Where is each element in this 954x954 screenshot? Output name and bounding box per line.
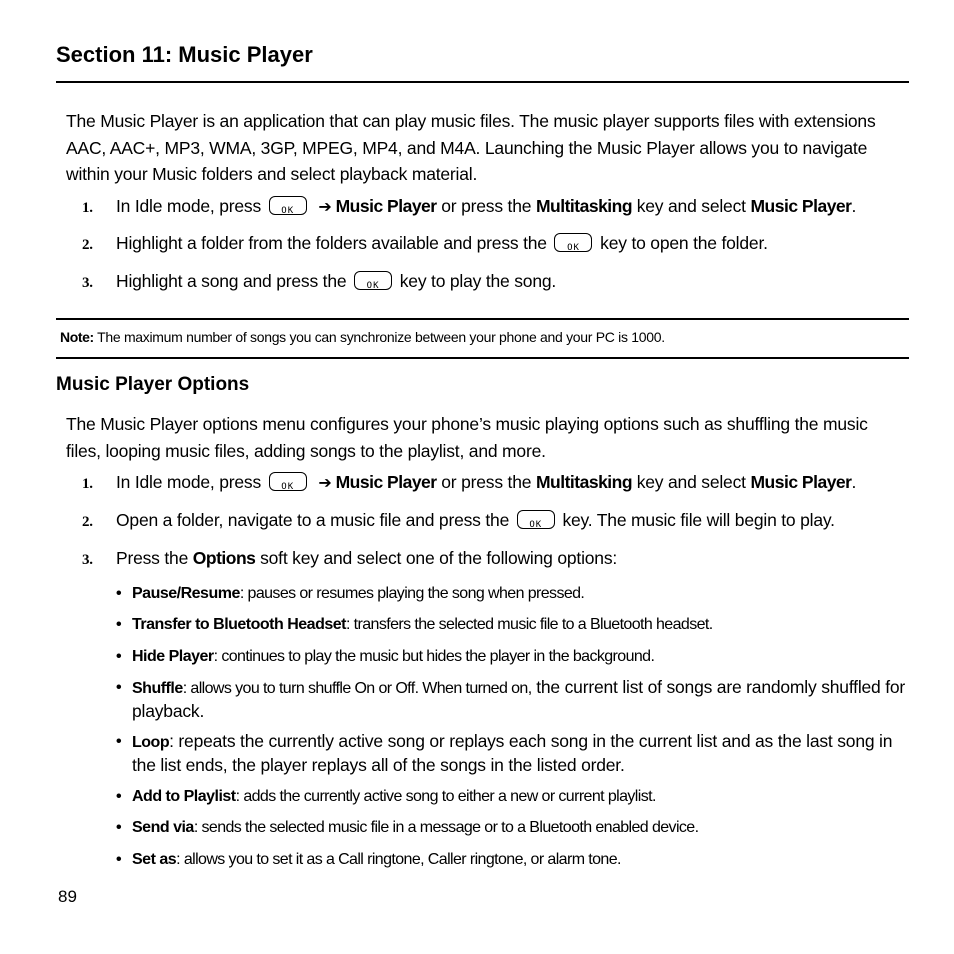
step-number: 3. bbox=[82, 275, 93, 291]
options-intro-paragraph: The Music Player options menu configures your phone’s music playing options such as shuffling the music files, looping music files, adding songs to the playlist, and more. bbox=[66, 414, 868, 461]
bullet-icon: • bbox=[116, 679, 122, 696]
note-text: Note: The maximum number of songs you can synchronize between your phone and your PC is 1000. bbox=[60, 329, 665, 345]
bullet-icon: • bbox=[116, 819, 122, 836]
ok-key-icon: OK bbox=[269, 472, 307, 491]
option-item: • Send via: sends the selected music file in a message or to a Bluetooth enabled device. bbox=[116, 816, 906, 839]
bullet-icon: • bbox=[116, 788, 122, 805]
step-number: 3. bbox=[82, 552, 93, 568]
step-b-2: 2. Open a folder, navigate to a music file and press the OK key. The music file will begin to play. bbox=[82, 508, 912, 534]
step-b-3: 3. Press the Options soft key and select one of the following options: bbox=[82, 546, 912, 572]
title-rule bbox=[56, 81, 909, 83]
ok-key-icon: OK bbox=[354, 271, 392, 290]
step-number: 2. bbox=[82, 237, 93, 253]
step-a-2: 2. Highlight a folder from the folders available and press the OK key to open the folder. bbox=[82, 231, 912, 257]
option-item: • Shuffle: allows you to turn shuffle On or Off. When turned on, the current list of songs are randomly shuffled for playback. bbox=[116, 677, 906, 721]
bullet-icon: • bbox=[116, 616, 122, 633]
option-item: • Transfer to Bluetooth Headset: transfers the selected music file to a Bluetooth headset. bbox=[116, 613, 906, 636]
step-a-3: 3. Highlight a song and press the OK key to play the song. bbox=[82, 269, 912, 295]
arrow-right-icon: ➔ bbox=[318, 473, 332, 492]
bullet-icon: • bbox=[116, 733, 122, 750]
intro-paragraph: The Music Player is an application that can play music files. The music player supports files with extensions AAC, AAC+, MP3, WMA, 3GP, MPEG, MP4, and M4A. Launching the Music Player allows you to navigate within your Music folders and select playback material. bbox=[66, 111, 876, 184]
subsection-title: Music Player Options bbox=[56, 374, 250, 395]
option-item: • Set as: allows you to set it as a Call ringtone, Caller ringtone, or alarm tone. bbox=[116, 848, 906, 871]
note-label: Note: bbox=[60, 329, 94, 345]
section-title: Section 11: Music Player bbox=[56, 42, 313, 67]
step-number: 1. bbox=[82, 200, 93, 216]
step-number: 1. bbox=[82, 476, 93, 492]
note-box bbox=[56, 318, 909, 359]
bullet-icon: • bbox=[116, 851, 122, 868]
step-a-1: 1. In Idle mode, press OK ➔ Music Player or press the Multitasking key and select Music Player. bbox=[82, 194, 912, 220]
ok-key-icon: OK bbox=[269, 196, 307, 215]
option-item: • Hide Player: continues to play the music but hides the player in the background. bbox=[116, 645, 906, 668]
option-item: • Loop: repeats the currently active song or replays each song in the current list and as the last song in the list ends, the player replays all of the songs in the listed order. bbox=[116, 731, 893, 775]
bullet-icon: • bbox=[116, 648, 122, 665]
step-number: 2. bbox=[82, 514, 93, 530]
step-b-1: 1. In Idle mode, press OK ➔ Music Player or press the Multitasking key and select Music Player. bbox=[82, 470, 912, 496]
page-number: 89 bbox=[58, 887, 77, 906]
ok-key-icon: OK bbox=[554, 233, 592, 252]
option-item: • Pause/Resume: pauses or resumes playing the song when pressed. bbox=[116, 582, 906, 605]
ok-key-icon: OK bbox=[517, 510, 555, 529]
option-item: • Add to Playlist: adds the currently active song to either a new or current playlist. bbox=[116, 785, 906, 808]
bullet-icon: • bbox=[116, 585, 122, 602]
arrow-right-icon: ➔ bbox=[318, 197, 332, 216]
